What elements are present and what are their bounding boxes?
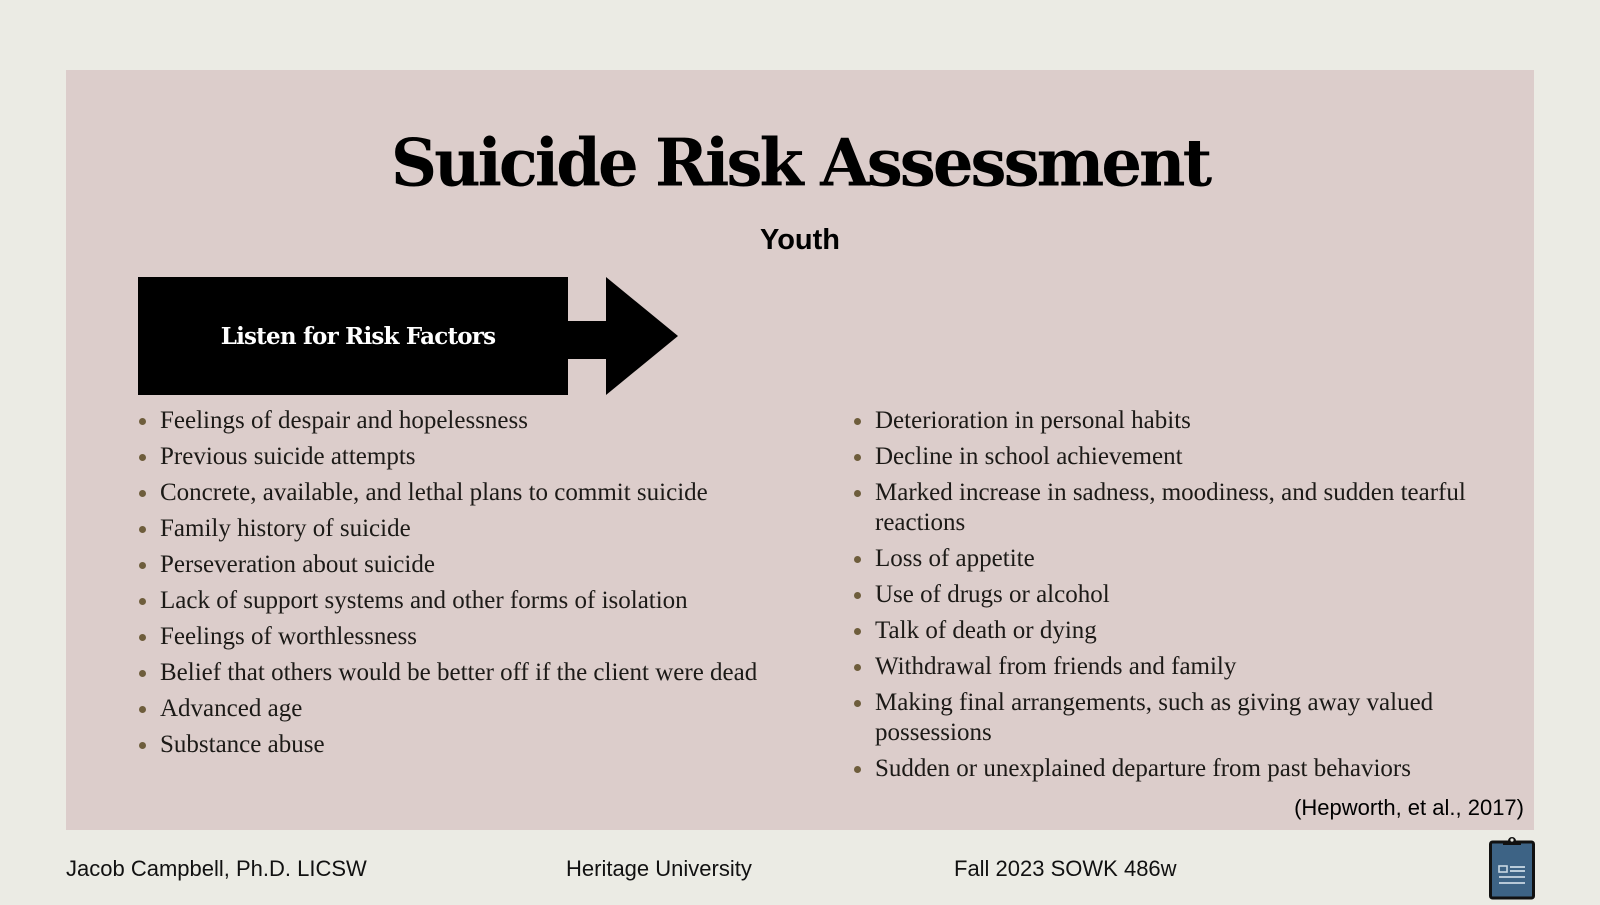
list-item xyxy=(853,442,1503,472)
risk-factors-list-left xyxy=(138,406,818,766)
list-item xyxy=(853,478,1503,538)
list-item-text: Belief that others would be better off if the client were dead xyxy=(160,659,758,686)
bullet-icon xyxy=(139,598,146,605)
list-item xyxy=(138,442,818,472)
list-item-text: Sudden or unexplained departure from past behaviors xyxy=(875,755,1411,782)
footer-author: Jacob Campbell, Ph.D. LICSW xyxy=(66,856,367,881)
list-item-text: Substance abuse xyxy=(160,731,325,758)
list-item xyxy=(138,658,818,688)
list-item xyxy=(138,622,818,652)
bullet-icon xyxy=(139,562,146,569)
arrow-label: Listen for Risk Factors xyxy=(220,322,496,350)
list-item xyxy=(853,688,1503,748)
list-item-text: Use of drugs or alcohol xyxy=(875,581,1110,608)
list-item-text: Previous suicide attempts xyxy=(160,443,416,470)
slide-title: Suicide Risk Assessment xyxy=(390,125,1210,202)
list-item xyxy=(853,406,1503,436)
risk-factors-list-right xyxy=(853,406,1503,790)
list-item xyxy=(138,478,818,508)
list-item-text: Feelings of despair and hopelessness xyxy=(160,407,528,434)
list-item-text: Loss of appetite xyxy=(875,545,1035,572)
citation: (Hepworth, et al., 2017) xyxy=(1294,795,1524,820)
list-item-text: Family history of suicide xyxy=(160,515,411,542)
list-item-text: Marked increase in sadness, moodiness, and sudden tearful reactions xyxy=(875,479,1466,536)
slide-subtitle: Youth xyxy=(760,224,840,256)
list-item xyxy=(853,616,1503,646)
list-item-text: Lack of support systems and other forms of isolation xyxy=(160,587,688,614)
footer-institution: Heritage University xyxy=(566,856,752,881)
bullet-icon xyxy=(139,490,146,497)
bullet-icon xyxy=(854,592,861,599)
list-item-text: Withdrawal from friends and family xyxy=(875,653,1237,680)
list-item-text: Decline in school achievement xyxy=(875,443,1183,470)
bullet-icon xyxy=(139,634,146,641)
list-item xyxy=(138,406,818,436)
list-item xyxy=(853,580,1503,610)
bullet-icon xyxy=(854,628,861,635)
footer-course: Fall 2023 SOWK 486w xyxy=(954,856,1177,881)
bullet-icon xyxy=(139,454,146,461)
list-item xyxy=(853,544,1503,574)
list-item xyxy=(853,652,1503,682)
list-item-text: Deterioration in personal habits xyxy=(875,407,1191,434)
list-item-text: Advanced age xyxy=(160,695,303,722)
list-item xyxy=(853,754,1503,784)
list-item xyxy=(138,514,818,544)
list-item xyxy=(138,730,818,760)
clipboard-icon[interactable] xyxy=(1489,836,1535,900)
bullet-icon xyxy=(854,556,861,563)
list-item-text: Perseveration about suicide xyxy=(160,551,435,578)
list-item-text: Feelings of worthlessness xyxy=(160,623,417,650)
list-item xyxy=(138,694,818,724)
bullet-icon xyxy=(139,706,146,713)
risk-factors-arrow xyxy=(138,277,692,395)
list-item-text: Concrete, available, and lethal plans to commit suicide xyxy=(160,479,708,506)
list-item-text: Making final arrangements, such as giving away valued possessions xyxy=(875,689,1434,746)
bullet-icon xyxy=(854,664,861,671)
bullet-icon xyxy=(854,766,861,773)
list-item xyxy=(138,550,818,580)
bullet-icon xyxy=(854,490,861,497)
list-item-text: Talk of death or dying xyxy=(875,617,1097,644)
bullet-icon xyxy=(854,700,861,707)
bullet-icon xyxy=(139,418,146,425)
bullet-icon xyxy=(139,670,146,677)
bullet-icon xyxy=(139,742,146,749)
bullet-icon xyxy=(854,454,861,461)
bullet-icon xyxy=(139,526,146,533)
bullet-icon xyxy=(854,418,861,425)
list-item xyxy=(138,586,818,616)
